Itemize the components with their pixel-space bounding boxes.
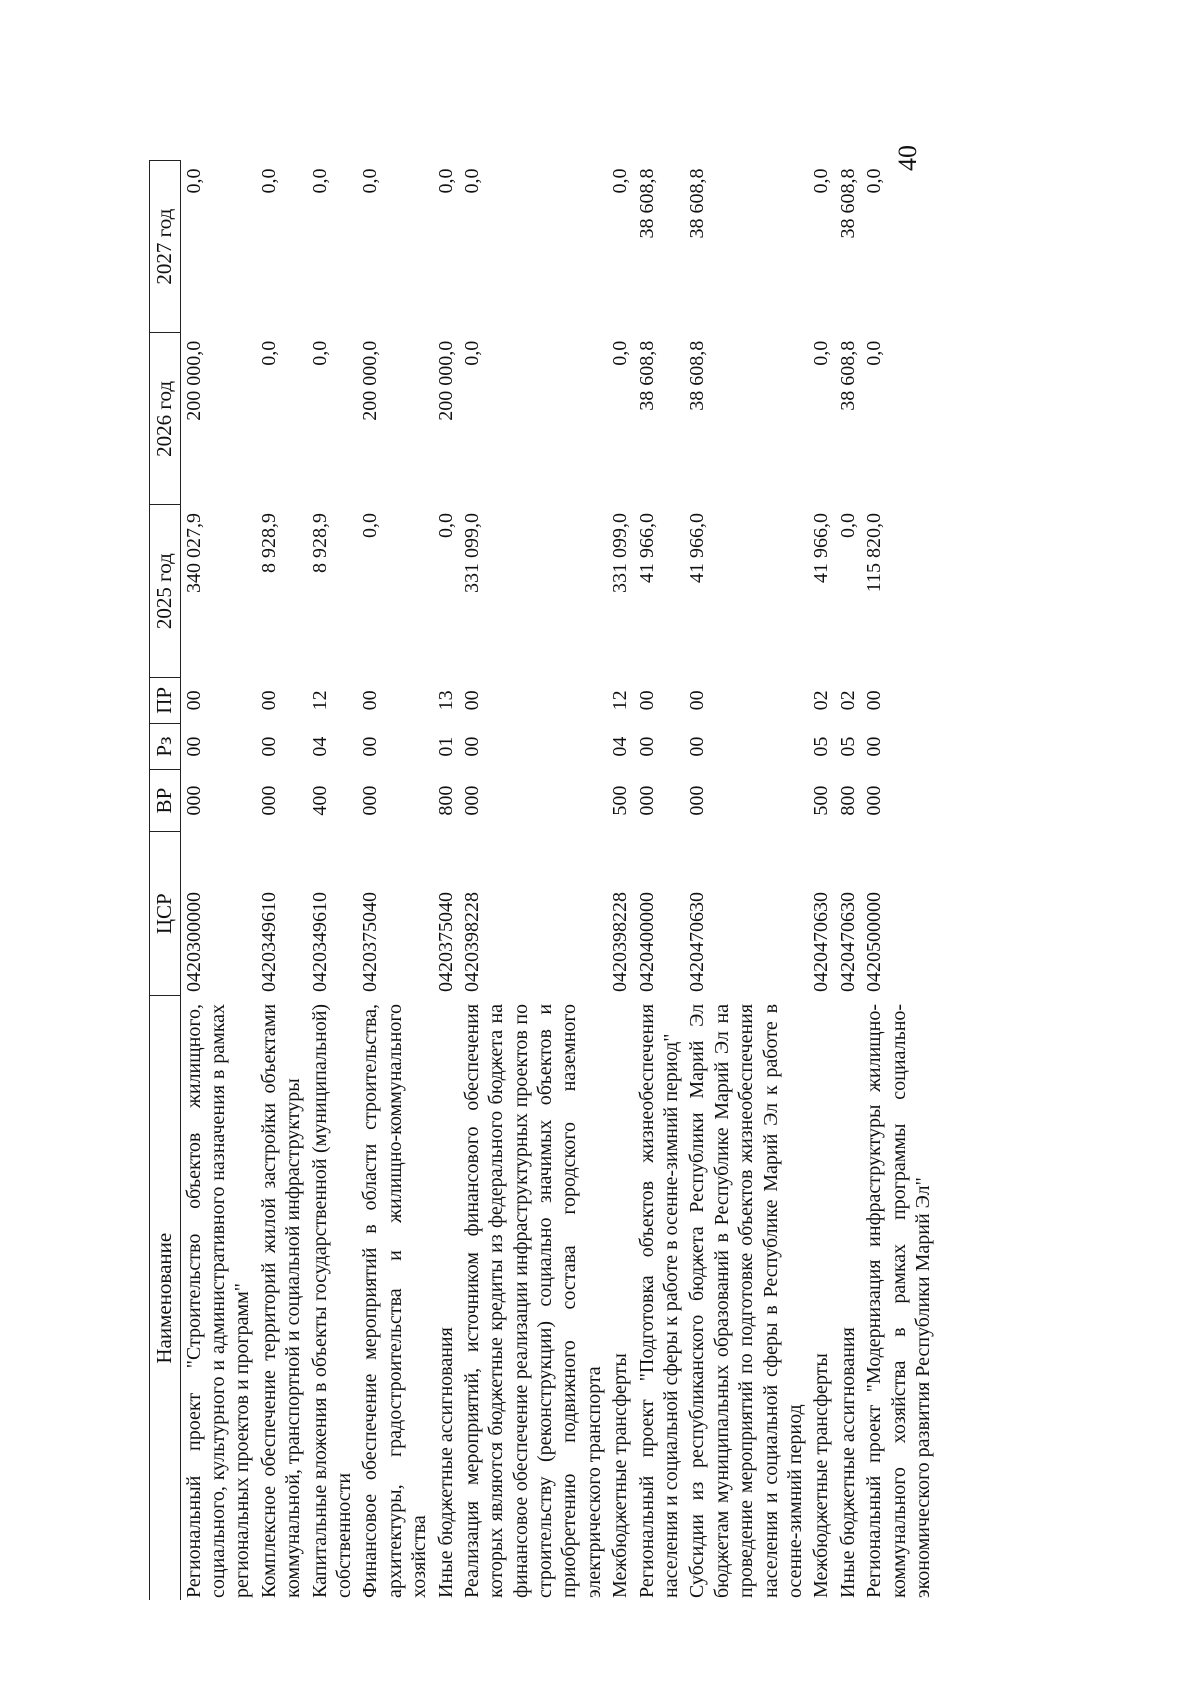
row-rz: 00: [359, 736, 382, 757]
row-name: Иные бюджетные ассигнования: [434, 1327, 457, 1598]
row-rz: 00: [257, 736, 280, 757]
budget-table: [149, 160, 936, 1600]
row-vr: 000: [460, 785, 483, 816]
row-2026: 0,0: [308, 340, 331, 366]
row-2027: 0,0: [434, 168, 457, 194]
row-2027: 38 608,8: [836, 168, 859, 239]
table-row: [180, 161, 256, 1601]
row-vr: 500: [810, 785, 833, 816]
table-row: [256, 161, 307, 1601]
header-pr: ПР: [150, 677, 181, 723]
row-csr: 0420398228: [609, 891, 632, 992]
row-pr: 00: [182, 690, 205, 711]
header-name: Наименование: [150, 996, 181, 1600]
row-rz: 00: [863, 736, 886, 757]
row-csr: 0420398228: [460, 891, 483, 992]
header-2025: 2025 год: [150, 505, 181, 677]
row-2027: 38 608,8: [686, 168, 709, 239]
row-rz: 01: [434, 736, 457, 757]
row-2027: 0,0: [308, 168, 331, 194]
row-csr: 0420349610: [257, 891, 280, 992]
row-2027: 0,0: [609, 168, 632, 194]
table-row: [433, 161, 459, 1601]
row-2027: 0,0: [257, 168, 280, 194]
table-row: [684, 161, 808, 1601]
row-vr: 000: [359, 785, 382, 816]
row-2026: 200 000,0: [182, 340, 205, 421]
row-csr: 0420470630: [686, 891, 709, 992]
page-number: 40: [893, 145, 922, 171]
row-pr: 02: [810, 690, 833, 711]
row-2025: 0,0: [434, 513, 457, 538]
row-2027: 0,0: [359, 168, 382, 194]
row-2026: 0,0: [460, 340, 483, 366]
row-name: Капитальные вложения в объекты государственной (муниципальной) собственности: [308, 1003, 355, 1598]
row-2026: 38 608,8: [635, 340, 658, 411]
row-csr: 0420375040: [434, 891, 457, 992]
row-csr: 0420300000: [182, 891, 205, 992]
row-pr: 00: [460, 690, 483, 711]
row-2025: 41 966,0: [635, 513, 658, 583]
row-2027: 38 608,8: [635, 168, 658, 239]
row-rz: 05: [810, 736, 833, 757]
row-pr: 00: [257, 690, 280, 711]
row-rz: 00: [460, 736, 483, 757]
row-name: Иные бюджетные ассигнования: [836, 1327, 859, 1598]
row-2026: 38 608,8: [836, 340, 859, 411]
row-name: Субсидии из республиканского бюджета Республики Марий Эл бюджетам муниципальных образований в Республике Марий Эл на проведение мероприятий по подготовке объектов жизнеобеспечения населения и социальной сферы в Республике Марий Эл к работе в осенне-зимний период: [686, 1003, 806, 1598]
row-vr: 000: [686, 785, 709, 816]
table-row: [808, 161, 834, 1601]
table-row: [835, 161, 861, 1601]
header-csr: ЦСР: [150, 831, 181, 996]
row-2026: 38 608,8: [686, 340, 709, 411]
row-vr: 000: [182, 785, 205, 816]
row-csr: 0420470630: [836, 891, 859, 992]
row-vr: 800: [434, 785, 457, 816]
table-body: [180, 161, 936, 1601]
header-2026: 2026 год: [150, 333, 181, 505]
row-2025: 115 820,0: [863, 513, 886, 593]
row-name: Региональный проект "Модернизация инфраструктуры жилищно-коммунального хозяйства в рамках программы социально-экономического развития Республики Марий Эл": [863, 1003, 934, 1598]
row-pr: 00: [686, 690, 709, 711]
table-header-row: [150, 161, 181, 1601]
row-2026: 0,0: [609, 340, 632, 366]
row-2026: 0,0: [257, 340, 280, 366]
row-pr: 00: [863, 690, 886, 711]
row-vr: 000: [863, 785, 886, 816]
row-2025: 0,0: [836, 513, 859, 538]
table-row: [357, 161, 432, 1601]
row-rz: 00: [686, 736, 709, 757]
table-row: [634, 161, 685, 1601]
row-2026: 200 000,0: [434, 340, 457, 421]
row-name: Межбюджетные трансферты: [609, 1353, 632, 1598]
row-csr: 0420470630: [810, 891, 833, 992]
row-pr: 00: [635, 690, 658, 711]
row-2027: 0,0: [182, 168, 205, 194]
row-2025: 331 099,0: [460, 513, 483, 593]
table-row: [861, 161, 936, 1601]
row-pr: 02: [836, 690, 859, 711]
row-rz: 05: [836, 736, 859, 757]
row-2027: 0,0: [863, 168, 886, 194]
row-2025: 41 966,0: [810, 513, 833, 583]
row-2025: 340 027,9: [182, 513, 205, 593]
row-2025: 8 928,9: [308, 513, 331, 573]
row-2025: 331 099,0: [609, 513, 632, 593]
row-rz: 04: [308, 736, 331, 757]
row-csr: 0420500000: [863, 891, 886, 992]
row-csr: 0420375040: [359, 891, 382, 992]
rotated-page-content: [149, 160, 1049, 1600]
row-pr: 12: [609, 690, 632, 711]
row-2026: 0,0: [810, 340, 833, 366]
row-rz: 00: [182, 736, 205, 757]
row-name: Финансовое обеспечение мероприятий в области строительства, архитектуры, градостроительства и жилищно-коммунального хозяйства: [359, 1003, 431, 1598]
row-2025: 0,0: [359, 513, 382, 538]
header-rz: Рз: [150, 723, 181, 769]
row-name: Межбюджетные трансферты: [810, 1353, 833, 1598]
row-pr: 13: [434, 690, 457, 711]
table-row: [307, 161, 358, 1601]
row-vr: 000: [635, 785, 658, 816]
header-vr: ВР: [150, 770, 181, 832]
row-csr: 0420400000: [635, 891, 658, 992]
row-2025: 8 928,9: [257, 513, 280, 573]
row-2027: 0,0: [810, 168, 833, 194]
row-pr: 12: [308, 690, 331, 711]
table-row: [607, 161, 633, 1601]
row-vr: 800: [836, 785, 859, 816]
row-vr: 500: [609, 785, 632, 816]
row-pr: 00: [359, 690, 382, 711]
row-name: Комплексное обеспечение территорий жилой застройки объектами коммунальной, транспортной и социальной инфраструктуры: [257, 1003, 305, 1598]
table-row: [459, 161, 607, 1601]
row-2027: 0,0: [460, 168, 483, 194]
header-2027: 2027 год: [150, 161, 181, 333]
row-rz: 00: [635, 736, 658, 757]
row-name: Реализация мероприятий, источником финансового обеспечения которых являются бюджетные кредиты из федерального бюджета на финансовое обеспечение реализации инфраструктурных проектов по строительству (реконструкции) социально значимых объектов и приобретению подвижного состава городского наземного электрического транспорта: [460, 1003, 605, 1598]
row-vr: 400: [308, 785, 331, 816]
row-2026: 0,0: [863, 340, 886, 366]
row-2025: 41 966,0: [686, 513, 709, 583]
row-vr: 000: [257, 785, 280, 816]
row-rz: 04: [609, 736, 632, 757]
row-2026: 200 000,0: [359, 340, 382, 421]
row-name: Региональный проект "Подготовка объектов жизнеобеспечения населения и социальной сферы к работе в осенне-зимний период": [635, 1003, 683, 1598]
row-name: Региональный проект "Строительство объектов жилищного, социального, культурного и административного назначения в рамках региональных проектов и программ": [182, 1003, 254, 1598]
row-csr: 0420349610: [308, 891, 331, 992]
